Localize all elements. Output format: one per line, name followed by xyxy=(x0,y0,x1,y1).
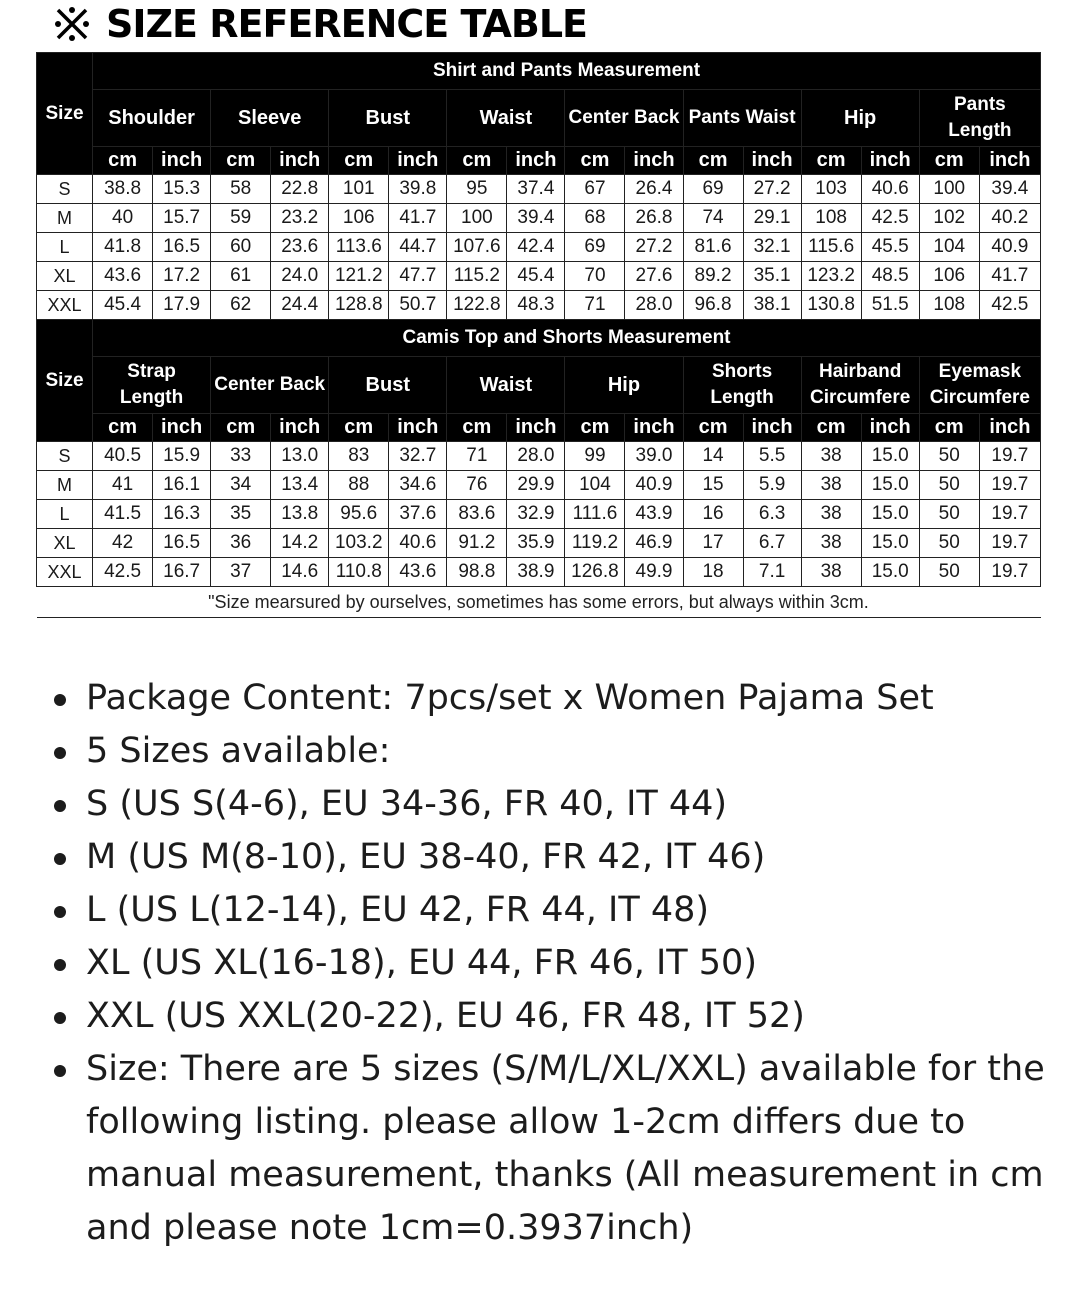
column-header: Waist xyxy=(447,357,565,414)
column-header: Bust xyxy=(329,357,447,414)
table-cell: 91.2 xyxy=(447,529,507,558)
size-reference-table xyxy=(36,52,1041,618)
bullet-item xyxy=(52,884,1052,937)
unit-cm-label: cm xyxy=(919,414,979,442)
bullet-dot-icon xyxy=(54,959,66,971)
table-cell: 102 xyxy=(919,204,979,233)
unit-cm-label: cm xyxy=(447,414,507,442)
camis-shorts-header-row xyxy=(37,357,1041,414)
table-cell: 23.6 xyxy=(271,233,329,262)
table-cell: 32.1 xyxy=(743,233,801,262)
table-cell: 44.7 xyxy=(389,233,447,262)
table-cell: 96.8 xyxy=(683,291,743,320)
table-cell: 42.5 xyxy=(861,204,919,233)
table-cell: 37 xyxy=(211,558,271,587)
table-cell: 14.2 xyxy=(271,529,329,558)
table-cell: 6.3 xyxy=(743,500,801,529)
unit-cm-label: cm xyxy=(93,147,153,175)
size-label-cell: XL xyxy=(37,529,93,558)
table-cell: 43.9 xyxy=(625,500,683,529)
table-cell: 38.1 xyxy=(743,291,801,320)
table-cell: 95.6 xyxy=(329,500,389,529)
table-cell: 18 xyxy=(683,558,743,587)
table-cell: 7.1 xyxy=(743,558,801,587)
bullet-text: Size: There are 5 sizes (S/M/L/XL/XXL) available for the following listing. please allow 1-2cm differs due to manual measurement, thanks (All measurement in cm and please note 1cm=0.3937inch) xyxy=(86,1049,1045,1248)
table-cell: 24.4 xyxy=(271,291,329,320)
size-label-cell: XL xyxy=(37,262,93,291)
table-cell: 42 xyxy=(93,529,153,558)
table-cell: 42.5 xyxy=(93,558,153,587)
table-cell: 128.8 xyxy=(329,291,389,320)
table-cell: 15.3 xyxy=(153,175,211,204)
unit-cm-label: cm xyxy=(919,147,979,175)
title-row xyxy=(52,0,587,48)
table-cell: 28.0 xyxy=(507,442,565,471)
column-header: Center Back xyxy=(211,357,329,414)
table-cell: 71 xyxy=(565,291,625,320)
table-cell: 121.2 xyxy=(329,262,389,291)
product-bullet-list xyxy=(52,672,1052,1255)
table-cell: 16.1 xyxy=(153,471,211,500)
bullet-text: XXL (US XXL(20-22), EU 46, FR 48, IT 52) xyxy=(86,996,805,1036)
table-cell: 39.8 xyxy=(389,175,447,204)
note-row xyxy=(37,587,1041,618)
unit-inch-label: inch xyxy=(389,147,447,175)
table-cell: 38.9 xyxy=(507,558,565,587)
table-row xyxy=(37,262,1041,291)
table-cell: 123.2 xyxy=(801,262,861,291)
table-cell: 107.6 xyxy=(447,233,507,262)
bullet-dot-icon xyxy=(54,747,66,759)
table-cell: 41.5 xyxy=(93,500,153,529)
table-cell: 38 xyxy=(801,471,861,500)
table-row xyxy=(37,291,1041,320)
table-cell: 71 xyxy=(447,442,507,471)
table-cell: 23.2 xyxy=(271,204,329,233)
table-cell: 38 xyxy=(801,558,861,587)
table-cell: 76 xyxy=(447,471,507,500)
table-row xyxy=(37,471,1041,500)
column-header: Bust xyxy=(329,90,447,147)
table-cell: 26.8 xyxy=(625,204,683,233)
table-cell: 50 xyxy=(919,442,979,471)
table-row xyxy=(37,500,1041,529)
table-cell: 19.7 xyxy=(979,558,1040,587)
table-cell: 15 xyxy=(683,471,743,500)
bullet-dot-icon xyxy=(54,694,66,706)
size-label-cell: M xyxy=(37,204,93,233)
table-cell: 43.6 xyxy=(389,558,447,587)
column-header: Hairband Circumfere xyxy=(801,357,919,414)
unit-cm-label: cm xyxy=(565,147,625,175)
size-label-cell: M xyxy=(37,471,93,500)
size-header-cell: Size xyxy=(37,53,93,175)
table-cell: 16 xyxy=(683,500,743,529)
table-cell: 24.0 xyxy=(271,262,329,291)
table-cell: 15.0 xyxy=(861,471,919,500)
unit-inch-label: inch xyxy=(507,414,565,442)
table-cell: 40.5 xyxy=(93,442,153,471)
table-cell: 13.8 xyxy=(271,500,329,529)
unit-inch-label: inch xyxy=(743,414,801,442)
table-cell: 15.7 xyxy=(153,204,211,233)
table-cell: 32.9 xyxy=(507,500,565,529)
table-cell: 101 xyxy=(329,175,389,204)
column-header: Hip xyxy=(801,90,919,147)
table-cell: 38 xyxy=(801,529,861,558)
table-row xyxy=(37,175,1041,204)
table-cell: 51.5 xyxy=(861,291,919,320)
table-cell: 50 xyxy=(919,471,979,500)
table-cell: 50 xyxy=(919,558,979,587)
bullet-text: Package Content: 7pcs/set x Women Pajama Set xyxy=(86,678,934,718)
table-cell: 43.6 xyxy=(93,262,153,291)
table-cell: 38 xyxy=(801,500,861,529)
size-header-cell: Size xyxy=(37,320,93,442)
table-cell: 35.1 xyxy=(743,262,801,291)
page-title: SIZE REFERENCE TABLE xyxy=(106,2,587,46)
bullet-item xyxy=(52,990,1052,1043)
column-header: Sleeve xyxy=(211,90,329,147)
unit-cm-label: cm xyxy=(565,414,625,442)
column-header: Pants Waist xyxy=(683,90,801,147)
table-cell: 48.5 xyxy=(861,262,919,291)
table-cell: 115.2 xyxy=(447,262,507,291)
unit-cm-label: cm xyxy=(447,147,507,175)
table-cell: 5.5 xyxy=(743,442,801,471)
table-cell: 100 xyxy=(447,204,507,233)
table-cell: 34 xyxy=(211,471,271,500)
unit-cm-label: cm xyxy=(211,147,271,175)
table-cell: 115.6 xyxy=(801,233,861,262)
table-cell: 34.6 xyxy=(389,471,447,500)
unit-cm-label: cm xyxy=(683,147,743,175)
size-label-cell: XXL xyxy=(37,558,93,587)
table-cell: 14 xyxy=(683,442,743,471)
table-cell: 13.0 xyxy=(271,442,329,471)
table-cell: 40.6 xyxy=(861,175,919,204)
table-cell: 47.7 xyxy=(389,262,447,291)
table-cell: 16.3 xyxy=(153,500,211,529)
table-cell: 17.2 xyxy=(153,262,211,291)
column-header: Hip xyxy=(565,357,683,414)
table-cell: 40.6 xyxy=(389,529,447,558)
table-cell: 6.7 xyxy=(743,529,801,558)
table-cell: 103 xyxy=(801,175,861,204)
table-cell: 130.8 xyxy=(801,291,861,320)
table-cell: 83 xyxy=(329,442,389,471)
table-cell: 42.5 xyxy=(979,291,1040,320)
table-cell: 45.4 xyxy=(507,262,565,291)
table-cell: 41 xyxy=(93,471,153,500)
table-row xyxy=(37,442,1041,471)
unit-inch-label: inch xyxy=(743,147,801,175)
table-cell: 39.4 xyxy=(507,204,565,233)
table-cell: 15.0 xyxy=(861,442,919,471)
bullet-text: L (US L(12-14), EU 42, FR 44, IT 48) xyxy=(86,890,710,930)
unit-inch-label: inch xyxy=(271,414,329,442)
table-cell: 58 xyxy=(211,175,271,204)
table-cell: 27.2 xyxy=(625,233,683,262)
unit-inch-label: inch xyxy=(389,414,447,442)
table-cell: 15.9 xyxy=(153,442,211,471)
bullet-item xyxy=(52,937,1052,990)
table-cell: 100 xyxy=(919,175,979,204)
bullet-dot-icon xyxy=(54,800,66,812)
table-cell: 27.6 xyxy=(625,262,683,291)
table-cell: 113.6 xyxy=(329,233,389,262)
unit-inch-label: inch xyxy=(271,147,329,175)
column-header: Waist xyxy=(447,90,565,147)
table-cell: 17 xyxy=(683,529,743,558)
size-label-cell: XXL xyxy=(37,291,93,320)
table-cell: 41.8 xyxy=(93,233,153,262)
column-header: Center Back xyxy=(565,90,683,147)
table-cell: 108 xyxy=(919,291,979,320)
unit-cm-label: cm xyxy=(329,414,389,442)
table-cell: 40.9 xyxy=(625,471,683,500)
unit-inch-label: inch xyxy=(861,147,919,175)
table-cell: 35 xyxy=(211,500,271,529)
shirt-pants-title: Shirt and Pants Measurement xyxy=(93,53,1041,90)
unit-cm-label: cm xyxy=(93,414,153,442)
table-cell: 33 xyxy=(211,442,271,471)
table-cell: 50.7 xyxy=(389,291,447,320)
bullet-dot-icon xyxy=(54,853,66,865)
reference-mark-icon xyxy=(52,4,92,44)
bullet-dot-icon xyxy=(54,1065,66,1077)
table-row xyxy=(37,233,1041,262)
unit-cm-label: cm xyxy=(329,147,389,175)
table-cell: 29.1 xyxy=(743,204,801,233)
table-cell: 46.9 xyxy=(625,529,683,558)
unit-inch-label: inch xyxy=(861,414,919,442)
bullet-item xyxy=(52,672,1052,725)
table-cell: 62 xyxy=(211,291,271,320)
size-label-cell: L xyxy=(37,500,93,529)
table-cell: 40 xyxy=(93,204,153,233)
table-cell: 106 xyxy=(329,204,389,233)
bullet-text: 5 Sizes available: xyxy=(86,731,391,771)
unit-inch-label: inch xyxy=(153,147,211,175)
table-cell: 42.4 xyxy=(507,233,565,262)
camis-shorts-title: Camis Top and Shorts Measurement xyxy=(93,320,1041,357)
table-cell: 122.8 xyxy=(447,291,507,320)
unit-cm-label: cm xyxy=(211,414,271,442)
table-cell: 104 xyxy=(565,471,625,500)
measurement-note: "Size mearsured by ourselves, sometimes has some errors, but always within 3cm. xyxy=(37,587,1041,618)
table-cell: 74 xyxy=(683,204,743,233)
bullet-text: S (US S(4-6), EU 34-36, FR 40, IT 44) xyxy=(86,784,728,824)
table-cell: 13.4 xyxy=(271,471,329,500)
table-cell: 15.0 xyxy=(861,558,919,587)
table-cell: 106 xyxy=(919,262,979,291)
unit-inch-label: inch xyxy=(979,147,1040,175)
table-cell: 27.2 xyxy=(743,175,801,204)
table-cell: 40.2 xyxy=(979,204,1040,233)
camis-shorts-title-row xyxy=(37,320,1041,357)
table-cell: 40.9 xyxy=(979,233,1040,262)
size-label-cell: S xyxy=(37,442,93,471)
camis-shorts-units-row xyxy=(37,414,1041,442)
table-cell: 69 xyxy=(565,233,625,262)
table-cell: 88 xyxy=(329,471,389,500)
size-label-cell: L xyxy=(37,233,93,262)
table-cell: 98.8 xyxy=(447,558,507,587)
table-cell: 16.7 xyxy=(153,558,211,587)
size-label-cell: S xyxy=(37,175,93,204)
unit-inch-label: inch xyxy=(625,147,683,175)
table-cell: 16.5 xyxy=(153,233,211,262)
table-cell: 39.0 xyxy=(625,442,683,471)
table-cell: 41.7 xyxy=(979,262,1040,291)
bullet-item xyxy=(52,778,1052,831)
bullet-dot-icon xyxy=(54,1012,66,1024)
table-row xyxy=(37,204,1041,233)
table-cell: 69 xyxy=(683,175,743,204)
table-cell: 36 xyxy=(211,529,271,558)
bullet-item xyxy=(52,725,1052,778)
table-cell: 45.4 xyxy=(93,291,153,320)
table-cell: 111.6 xyxy=(565,500,625,529)
table-cell: 29.9 xyxy=(507,471,565,500)
bullet-text: M (US M(8-10), EU 38-40, FR 42, IT 46) xyxy=(86,837,766,877)
table-cell: 83.6 xyxy=(447,500,507,529)
column-header: Shoulder xyxy=(93,90,211,147)
table-cell: 28.0 xyxy=(625,291,683,320)
column-header: Strap Length xyxy=(93,357,211,414)
bullet-item xyxy=(52,1043,1052,1255)
table-cell: 110.8 xyxy=(329,558,389,587)
shirt-pants-units-row xyxy=(37,147,1041,175)
table-cell: 50 xyxy=(919,500,979,529)
table-cell: 95 xyxy=(447,175,507,204)
table-row xyxy=(37,558,1041,587)
table-cell: 19.7 xyxy=(979,471,1040,500)
table-cell: 119.2 xyxy=(565,529,625,558)
table-cell: 108 xyxy=(801,204,861,233)
table-row xyxy=(37,529,1041,558)
table-cell: 35.9 xyxy=(507,529,565,558)
table-cell: 32.7 xyxy=(389,442,447,471)
table-cell: 48.3 xyxy=(507,291,565,320)
table-cell: 22.8 xyxy=(271,175,329,204)
table-cell: 89.2 xyxy=(683,262,743,291)
table-cell: 49.9 xyxy=(625,558,683,587)
table-cell: 70 xyxy=(565,262,625,291)
table-cell: 19.7 xyxy=(979,500,1040,529)
unit-cm-label: cm xyxy=(801,147,861,175)
table-cell: 19.7 xyxy=(979,442,1040,471)
column-header: Eyemask Circumfere xyxy=(919,357,1040,414)
table-cell: 126.8 xyxy=(565,558,625,587)
table-cell: 38 xyxy=(801,442,861,471)
table-cell: 15.0 xyxy=(861,529,919,558)
table-cell: 5.9 xyxy=(743,471,801,500)
table-cell: 38.8 xyxy=(93,175,153,204)
shirt-pants-title-row xyxy=(37,53,1041,90)
table-cell: 39.4 xyxy=(979,175,1040,204)
table-cell: 61 xyxy=(211,262,271,291)
column-header: Pants Length xyxy=(919,90,1040,147)
table-cell: 104 xyxy=(919,233,979,262)
column-header: Shorts Length xyxy=(683,357,801,414)
bullet-text: XL (US XL(16-18), EU 44, FR 46, IT 50) xyxy=(86,943,757,983)
table-cell: 26.4 xyxy=(625,175,683,204)
unit-cm-label: cm xyxy=(801,414,861,442)
table-cell: 59 xyxy=(211,204,271,233)
shirt-pants-header-row xyxy=(37,90,1041,147)
unit-inch-label: inch xyxy=(625,414,683,442)
table-cell: 103.2 xyxy=(329,529,389,558)
table-cell: 60 xyxy=(211,233,271,262)
table-cell: 81.6 xyxy=(683,233,743,262)
bullet-item xyxy=(52,831,1052,884)
bullet-dot-icon xyxy=(54,906,66,918)
table-cell: 67 xyxy=(565,175,625,204)
table-cell: 50 xyxy=(919,529,979,558)
unit-inch-label: inch xyxy=(979,414,1040,442)
table-cell: 68 xyxy=(565,204,625,233)
size-table-body xyxy=(37,53,1041,618)
table-cell: 16.5 xyxy=(153,529,211,558)
table-cell: 99 xyxy=(565,442,625,471)
table-cell: 45.5 xyxy=(861,233,919,262)
table-cell: 37.6 xyxy=(389,500,447,529)
table-cell: 15.0 xyxy=(861,500,919,529)
unit-cm-label: cm xyxy=(683,414,743,442)
table-cell: 37.4 xyxy=(507,175,565,204)
table-cell: 41.7 xyxy=(389,204,447,233)
unit-inch-label: inch xyxy=(153,414,211,442)
table-cell: 17.9 xyxy=(153,291,211,320)
table-cell: 19.7 xyxy=(979,529,1040,558)
unit-inch-label: inch xyxy=(507,147,565,175)
table-cell: 14.6 xyxy=(271,558,329,587)
